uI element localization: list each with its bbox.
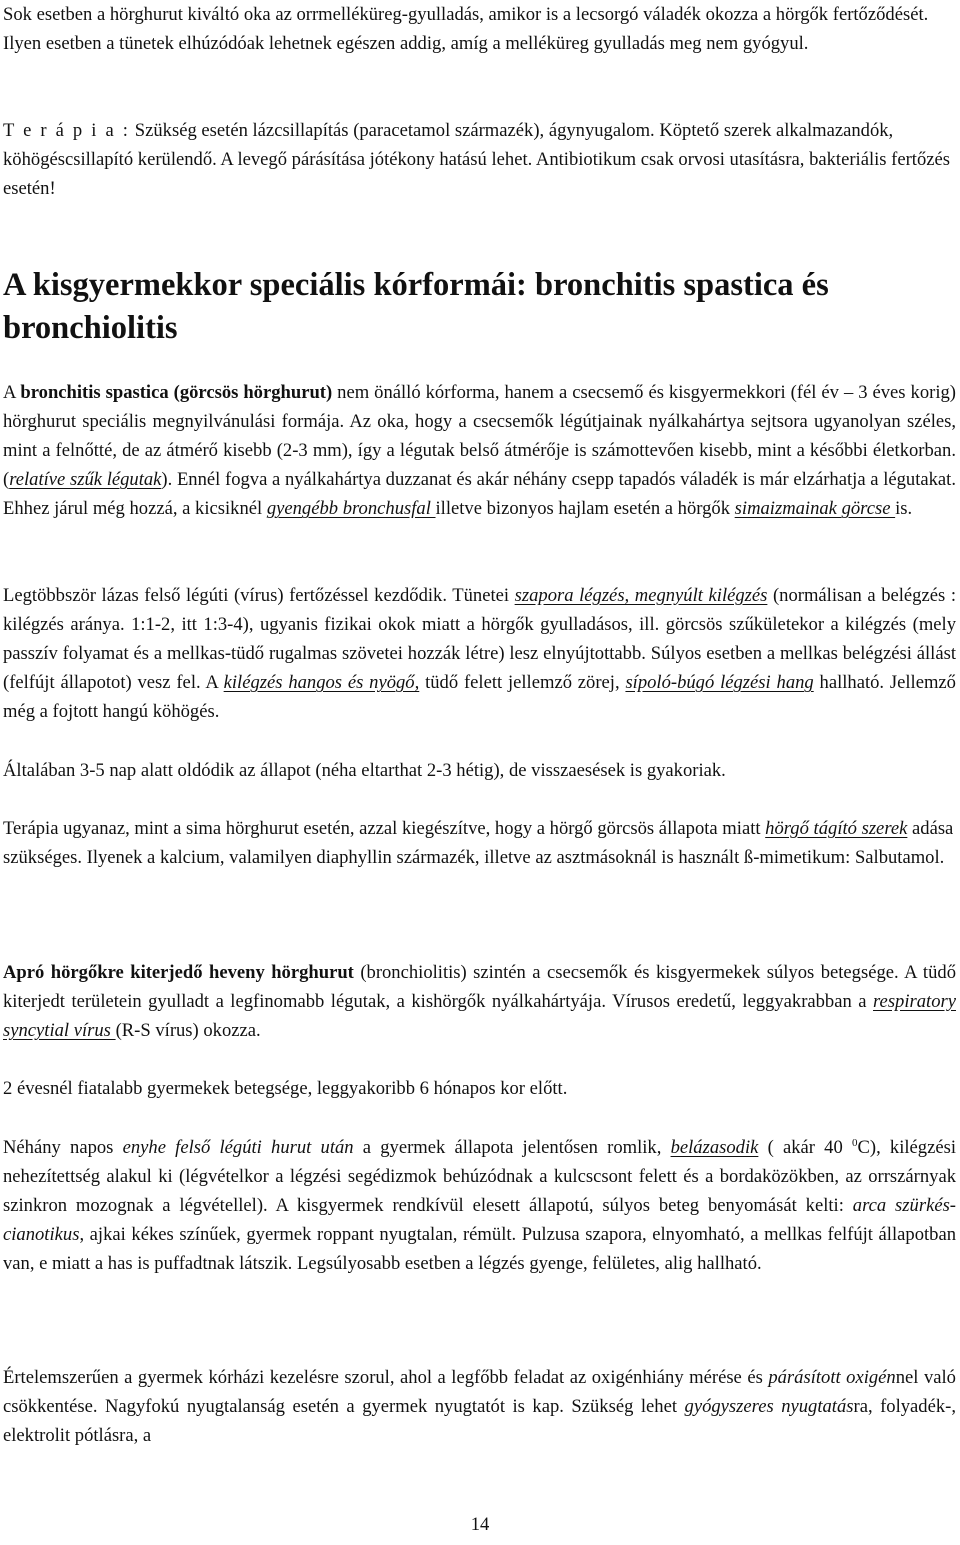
- text-span: is.: [895, 498, 913, 520]
- text-span: Értelemszerűen a gyermek kórházi kezelésre szorul, ahol a legfőbb feladat az oxigénhiány mérése és: [3, 1367, 769, 1388]
- bold-term: Apró hörgőkre kiterjedő heveny hörghurut: [3, 962, 354, 983]
- text-span: (bronchiolitis) szintén a csecsemők és kisgyermekek súlyos betegsége. A tüdő kiterjedt területein gyulladt a legfinomabb légutak, a kishörgők nyálkahártyája. Vírusos eredetű, leggyakrabban a: [3, 962, 956, 1013]
- text-span: (R-S vírus) okozza.: [115, 1020, 261, 1042]
- text-span: Néhány napos: [3, 1137, 123, 1158]
- therapy-label: T e r á p i a :: [3, 120, 131, 141]
- text-span: ra, folyadék-, elektrolit pótlásra, a: [3, 1396, 956, 1447]
- text-span: C), kilégzési nehezítettség alakul ki (légvételkor a légzési segédizmok behúzódnak a kulcscsont felett és a bordaközökben, az orrszárnyak szinkron mozognak a légvétellel). A kisgyermek rendkívül elesett állapotú, súlyos beteg benyomását kelti:: [3, 1137, 956, 1217]
- italic-term: enyhe felső légúti hurut után: [122, 1137, 354, 1158]
- text-span: Terápia ugyanaz, mint a sima hörghurut esetén, azzal kiegészítve, hogy a hörgő görcsös állapota miatt: [3, 818, 766, 839]
- text-span: , ajkai kékes színűek, gyermek roppant nyugtalan, rémült. Pulzusa szapora, elnyomható, a mellkas felfújt állapotban van, e miatt a has is puffadtnak látszik. Legsúlyosabb esetben a légzés gyenge, felületes, alig hallható.: [3, 1224, 956, 1275]
- emphasis-term: respiratory syncytial vírus: [3, 991, 956, 1042]
- age-text: 2 évesnél fiatalabb gyermekek betegsége, leggyakoribb 6 hónapos kor előtt.: [3, 1078, 568, 1099]
- course-paragraph: [3, 1133, 956, 1278]
- text-span: illetve bizonyos hajlam esetén a hörgők: [435, 498, 735, 520]
- text-span: ( akár 40: [758, 1137, 852, 1158]
- bold-term: bronchitis spastica (görcsös hörghurut): [20, 382, 333, 403]
- symptoms-paragraph: [3, 581, 956, 726]
- text-span: nel való csökkentése. Nagyfokú nyugtalanság esetén a gyermek nyugtatót is kap. Szükség lehet: [3, 1367, 956, 1418]
- text-span: nem önálló kórforma, hanem a csecsemő és kisgyermekkori (fél év – 3 éves korig) hörghurut speciális megnyilvánulási formája. Az oka, hogy a csecsemők légútjainak nyálkahártya sejtsora ugyanolyan széles, mint a felnőtté, de az átmérő kisebb (2-3 mm), így a légutak belső átmérője is számottevően kisebb, mint a későbbi életkorban. (: [3, 382, 956, 491]
- duration-paragraph: [3, 756, 956, 785]
- spastica-paragraph: [3, 378, 956, 523]
- emphasis-term: simaizmainak görcse: [734, 498, 896, 520]
- section-heading: A kisgyermekkor speciális kórformái: bronchitis spastica és bronchiolitis: [3, 267, 829, 346]
- text-span: (normálisan a belégzés : kilégzés aránya. 1:1-2, itt 1:3-4), ugyanis fizikai okok miatt a hörgők gyulladásos, ill. görcsös szűkületekor a kilégzés (mely passzív folyamat és a mellkas-tüdő rugalmas szövetei hozzák létre) lesz elnyújtottabb. Súlyos esetben a mellkas belégzési állást (felfújt állapotot) vesz fel. A: [3, 585, 956, 694]
- page-number: 14: [470, 1514, 490, 1535]
- text-span: tüdő felett jellemző zörej,: [419, 672, 626, 694]
- degree-superscript: 0: [851, 1136, 858, 1149]
- therapy2-paragraph: [3, 814, 956, 872]
- emphasis-term: hörgő tágító szerek: [765, 818, 908, 839]
- emphasis-term: relatíve szűk légutak: [9, 469, 162, 491]
- intro-text: Sok esetben a hörghurut kiváltó oka az orrmelléküreg-gyulladás, amikor is a lecsorgó váladék okozza a hörgők fertőződését. Ilyen esetben a tünetek elhúzódóak lehetnek egészen addig, amíg a melléküreg gyulladás meg nem gyógyul.: [3, 4, 929, 55]
- therapy-paragraph: [3, 116, 956, 203]
- text-span: a gyermek állapota jelentősen romlik,: [353, 1137, 671, 1158]
- text-span: Legtöbbször lázas felső légúti (vírus) fertőzéssel kezdődik. Tünetei: [3, 585, 515, 606]
- age-paragraph: [3, 1074, 956, 1103]
- text-span: hallható. Jellemző még a fojtott hangú köhögés.: [3, 672, 956, 723]
- text-span: adása szükséges. Ilyenek a kalcium, valamilyen diaphyllin származék, illetve az asztmásoknál is használt ß-mimetikum: Salbutamol.: [3, 818, 954, 869]
- intro-paragraph: [3, 0, 956, 58]
- duration-text: Általában 3-5 nap alatt oldódik az állapot (néha eltarthat 2-3 hétig), de visszaesések is gyakoriak.: [3, 760, 726, 781]
- emphasis-term: sípoló-búgó légzési hang: [625, 672, 814, 694]
- emphasis-term: szapora légzés, megnyúlt kilégzés: [514, 585, 768, 606]
- emphasis-term: belázasodik: [670, 1137, 759, 1158]
- text-span: ). Ennél fogva a nyálkahártya duzzanat és akár néhány csepp tapadós váladék is már elzárhatja a légutakat. Ehhez járul még hozzá, a kicsiknél: [3, 469, 956, 520]
- therapy-text: Szükség esetén lázcsillapítás (paracetamol származék), ágynyugalom. Köptető szerek alkalmazandók, köhögéscsillapító kerülendő. A levegő párásítása jótékony hatású lehet. Antibiotikum csak orvosi utasításra, bakteriális fertőzés esetén!: [3, 120, 951, 200]
- emphasis-term: kilégzés hangos és nyögő,: [223, 672, 420, 694]
- bronchiolitis-paragraph: [3, 958, 956, 1045]
- italic-term: gyógyszeres nyugtatás: [684, 1396, 854, 1418]
- italic-term: párásított oxigén: [768, 1367, 896, 1388]
- care-paragraph: [3, 1363, 956, 1450]
- italic-term: arca szürkés-cianotikus: [3, 1195, 956, 1246]
- emphasis-term: gyengébb bronchusfal: [266, 498, 436, 520]
- text-span: A: [3, 382, 21, 403]
